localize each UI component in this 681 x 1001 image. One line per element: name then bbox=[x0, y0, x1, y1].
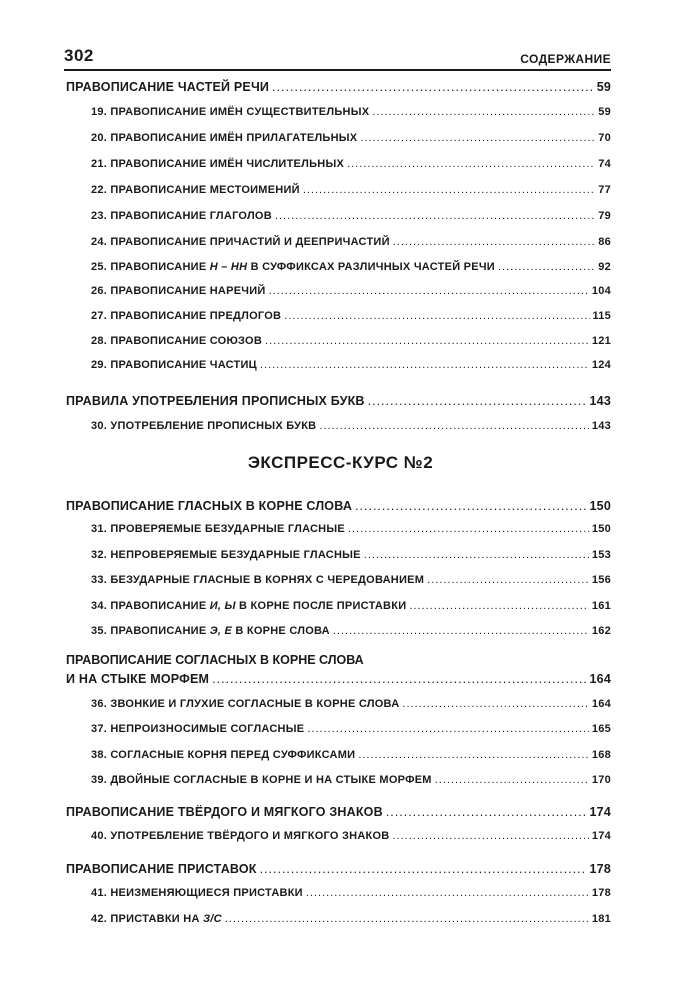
toc-item-30[interactable]: 30. УПОТРЕБЛЕНИЕ ПРОПИСНЫХ БУКВ ..... 143 bbox=[91, 415, 611, 433]
toc-section-signs[interactable]: ПРАВОПИСАНИЕ ТВЁРДОГО И МЯГКОГО ЗНАКОВ ..... 174 bbox=[66, 801, 611, 819]
toc-item-24[interactable]: 24. ПРАВОПИСАНИЕ ПРИЧАСТИЙ И ДЕЕПРИЧАСТИЙ ..... 86 bbox=[91, 231, 611, 249]
toc-item-41[interactable]: 41. НЕИЗМЕНЯЮЩИЕСЯ ПРИСТАВКИ ..... 178 bbox=[91, 882, 611, 900]
toc-item-37[interactable]: 37. НЕПРОИЗНОСИМЫЕ СОГЛАСНЫЕ ..... 165 bbox=[91, 718, 611, 736]
toc-item-35[interactable]: 35. ПРАВОПИСАНИЕ Э, Е В КОРНЕ СЛОВА ..... 162 bbox=[91, 620, 611, 638]
toc-item-28[interactable]: 28. ПРАВОПИСАНИЕ СОЮЗОВ ..... 121 bbox=[91, 330, 611, 348]
toc-item-29[interactable]: 29. ПРАВОПИСАНИЕ ЧАСТИЦ ..... 124 bbox=[91, 354, 611, 372]
toc-section-vowels[interactable]: ПРАВОПИСАНИЕ ГЛАСНЫХ В КОРНЕ СЛОВА ..... 150 bbox=[66, 495, 611, 513]
course-title: ЭКСПРЕСС-КУРС №2 bbox=[247, 453, 434, 472]
toc-section-prefixes[interactable]: ПРАВОПИСАНИЕ ПРИСТАВОК ..... 178 bbox=[66, 858, 611, 876]
toc-item-33[interactable]: 33. БЕЗУДАРНЫЕ ГЛАСНЫЕ В КОРНЯХ С ЧЕРЕДОВАНИЕМ ..... 156 bbox=[91, 569, 611, 587]
toc-item-39[interactable]: 39. ДВОЙНЫЕ СОГЛАСНЫЕ В КОРНЕ И НА СТЫКЕ МОРФЕМ ..... 170 bbox=[91, 769, 611, 787]
toc-section-parts-of-speech[interactable]: ПРАВОПИСАНИЕ ЧАСТЕЙ РЕЧИ ..... 59 bbox=[66, 76, 611, 94]
toc-item-25[interactable]: 25. ПРАВОПИСАНИЕ Н – НН В СУФФИКСАХ РАЗЛИЧНЫХ ЧАСТЕЙ РЕЧИ ..... 92 bbox=[91, 256, 611, 274]
toc-section-consonants-line1: ПРАВОПИСАНИЕ СОГЛАСНЫХ В КОРНЕ СЛОВА bbox=[66, 653, 364, 667]
toc-item-32[interactable]: 32. НЕПРОВЕРЯЕМЫЕ БЕЗУДАРНЫЕ ГЛАСНЫЕ ..... 153 bbox=[91, 544, 611, 562]
toc-item-21[interactable]: 21. ПРАВОПИСАНИЕ ИМЁН ЧИСЛИТЕЛЬНЫХ ..... 74 bbox=[91, 153, 611, 171]
toc-item-27[interactable]: 27. ПРАВОПИСАНИЕ ПРЕДЛОГОВ ..... 115 bbox=[91, 305, 611, 323]
toc-item-31[interactable]: 31. ПРОВЕРЯЕМЫЕ БЕЗУДАРНЫЕ ГЛАСНЫЕ ..... 150 bbox=[91, 518, 611, 536]
toc-item-34[interactable]: 34. ПРАВОПИСАНИЕ И, Ы В КОРНЕ ПОСЛЕ ПРИСТАВКИ ..... 161 bbox=[91, 595, 611, 613]
toc-item-38[interactable]: 38. СОГЛАСНЫЕ КОРНЯ ПЕРЕД СУФФИКСАМИ ..... 168 bbox=[91, 744, 611, 762]
toc-item-19[interactable]: 19. ПРАВОПИСАНИЕ ИМЁН СУЩЕСТВИТЕЛЬНЫХ ..... 59 bbox=[91, 101, 611, 119]
toc-item-42[interactable]: 42. ПРИСТАВКИ НА З/С ..... 181 bbox=[91, 908, 611, 926]
header-rule bbox=[64, 69, 611, 71]
toc-item-26[interactable]: 26. ПРАВОПИСАНИЕ НАРЕЧИЙ ..... 104 bbox=[91, 280, 611, 298]
toc-item-40[interactable]: 40. УПОТРЕБЛЕНИЕ ТВЁРДОГО И МЯГКОГО ЗНАКОВ ..... 174 bbox=[91, 825, 611, 843]
running-title: СОДЕРЖАНИЕ bbox=[520, 52, 611, 66]
toc-item-36[interactable]: 36. ЗВОНКИЕ И ГЛУХИЕ СОГЛАСНЫЕ В КОРНЕ СЛОВА ..... 164 bbox=[91, 693, 611, 711]
toc-item-20[interactable]: 20. ПРАВОПИСАНИЕ ИМЁН ПРИЛАГАТЕЛЬНЫХ ..... 70 bbox=[91, 127, 611, 145]
page-number: 302 bbox=[64, 46, 94, 65]
toc-item-23[interactable]: 23. ПРАВОПИСАНИЕ ГЛАГОЛОВ ..... 79 bbox=[91, 205, 611, 223]
toc-section-consonants[interactable]: И НА СТЫКЕ МОРФЕМ ..... 164 bbox=[66, 668, 611, 686]
page-header bbox=[64, 44, 611, 66]
toc-section-capitals[interactable]: ПРАВИЛА УПОТРЕБЛЕНИЯ ПРОПИСНЫХ БУКВ ..... 143 bbox=[66, 390, 611, 408]
toc-item-22[interactable]: 22. ПРАВОПИСАНИЕ МЕСТОИМЕНИЙ ..... 77 bbox=[91, 179, 611, 197]
